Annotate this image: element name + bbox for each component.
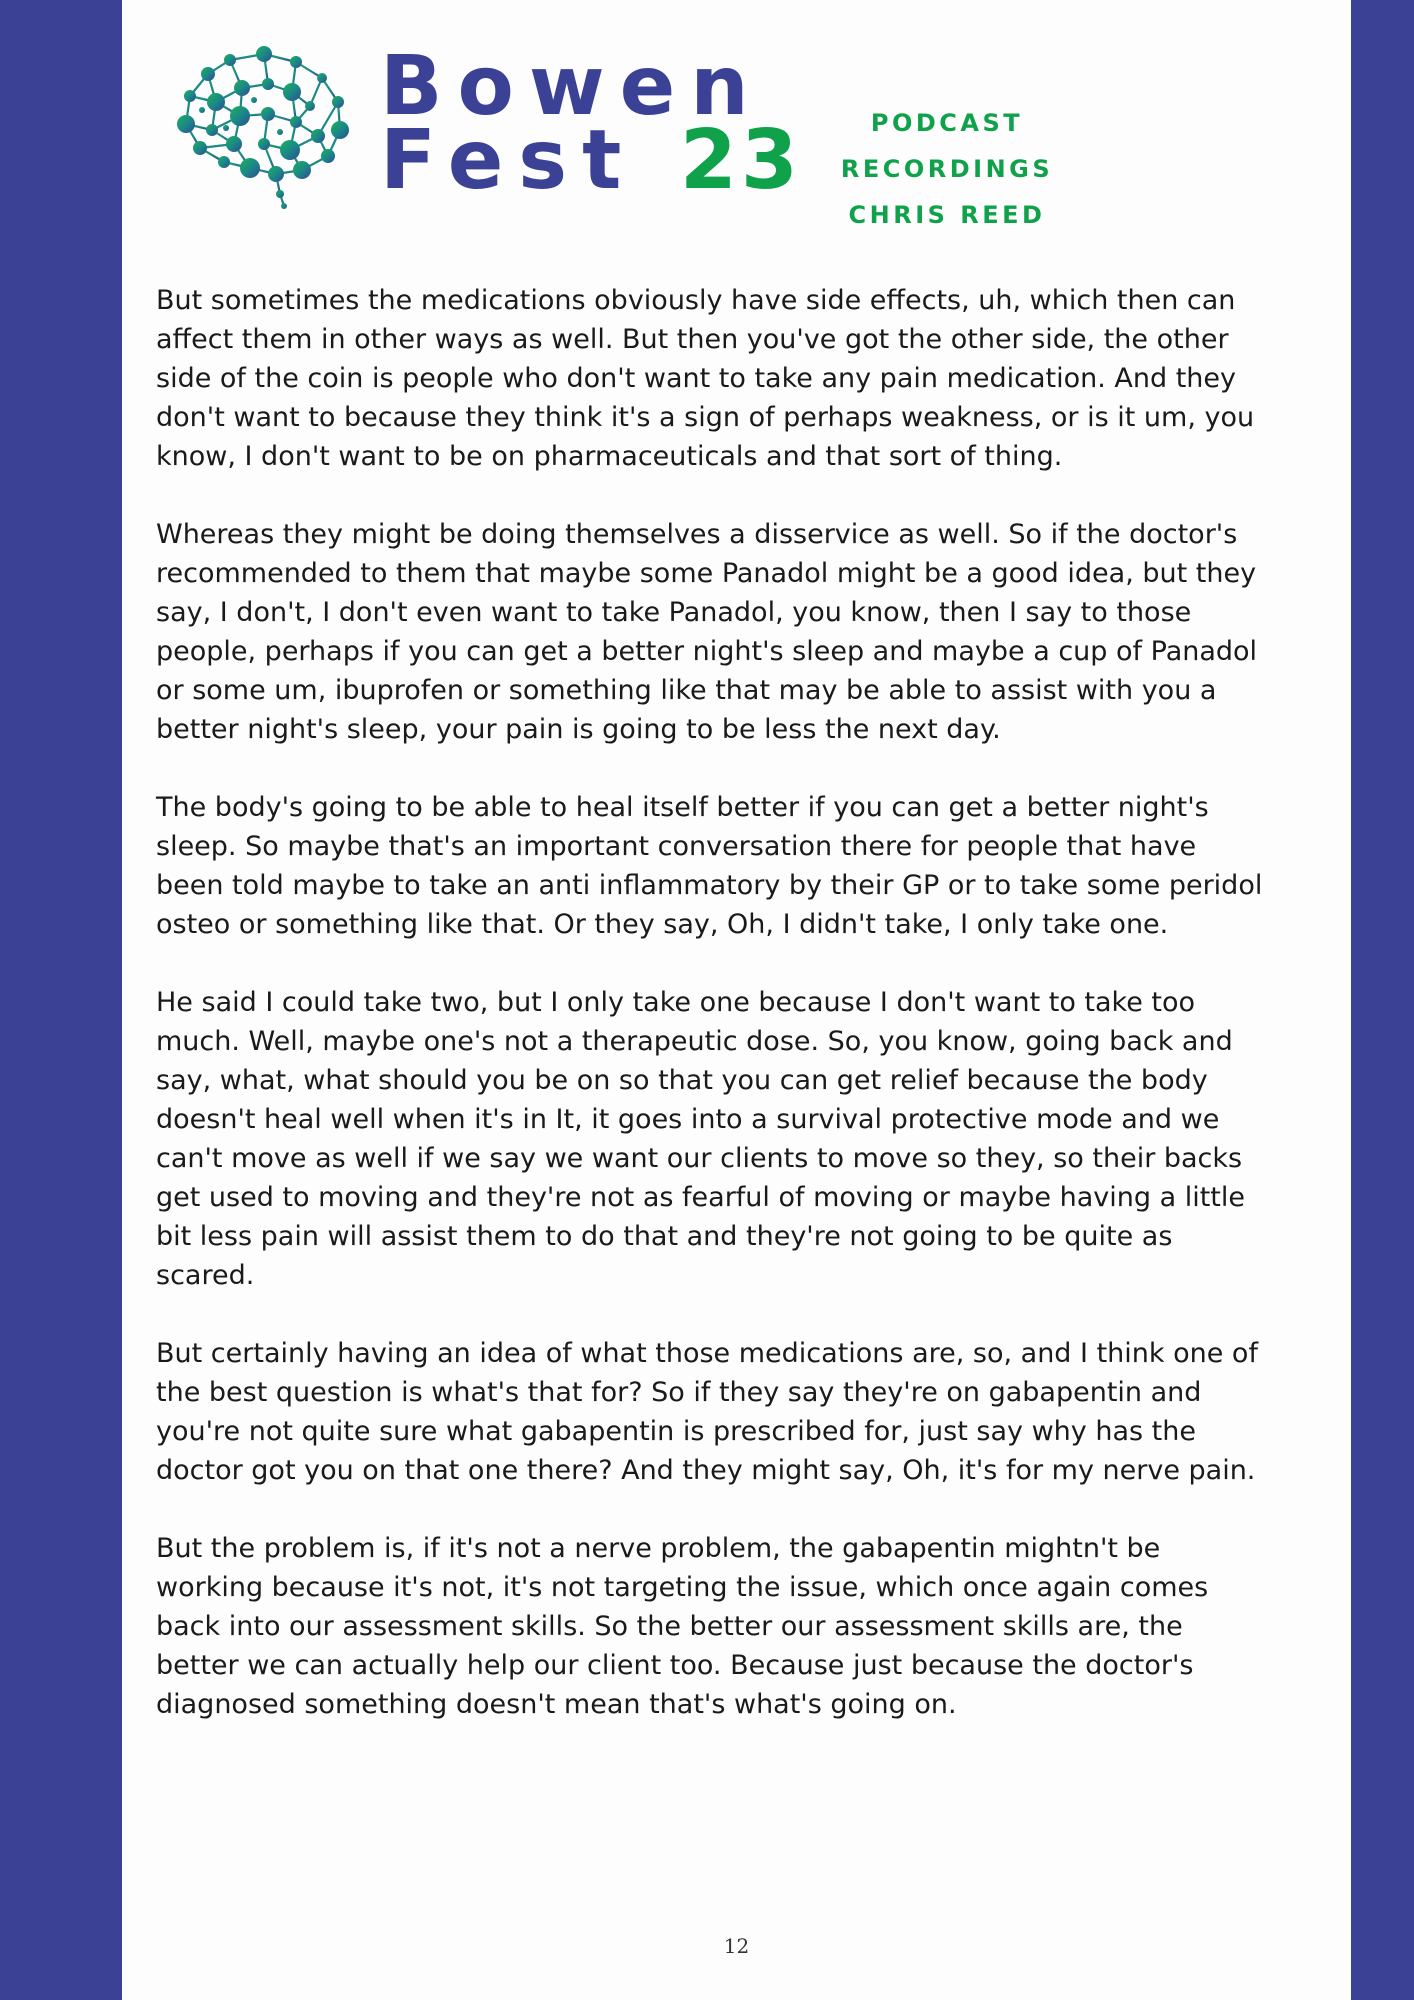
header-podcast-info	[762, 100, 1132, 238]
header-podcast-label: PODCAST RECORDINGS	[840, 109, 1054, 183]
transcript-paragraph: But the problem is, if it's not a nerve problem, the gabapentin mightn't be working because it's not, it's not targeting the issue, which once again comes back into our assessment skills. So the better our assessment skills are, the better we can actually help our client too. Because just because the doctor's diagnosed something doesn't mean that's what's going on.	[156, 1533, 1209, 1720]
document-page	[122, 0, 1351, 2000]
logo-line-fest	[380, 113, 802, 208]
transcript-paragraph: But certainly having an idea of what those medications are, so, and I think one of the best question is what's that for? So if they say they're on gabapentin and you're not quite sure what gabapentin is prescribed for, just say why has the doctor got you on that one there? And they might say, Oh, it's for my nerve pain.	[156, 1338, 1258, 1486]
transcript-paragraph: The body's going to be able to heal itself better if you can get a better night's sleep. So maybe that's an important conversation there for people that have been told maybe to take an anti inflammatory by their GP or to take some peridol osteo or something like that. Or they say, Oh, I didn't take, I only take one.	[156, 792, 1263, 940]
transcript-paragraph: He said I could take two, but I only take one because I don't want to take too much. Well, maybe one's not a therapeutic dose. So, you know, going back and say, what, what should you be on so that you can get relief because the body doesn't heal well when it's in It, it goes into a survival protective mode and we can't move as well if we say we want our clients to move so they, so their backs get used to moving and they're not as fearful of moving or maybe having a little bit less pain will assist them to do that and they're not going to be quite as scared.	[156, 987, 1245, 1291]
transcript-body	[156, 281, 1266, 1763]
transcript-paragraph: But sometimes the medications obviously have side effects, uh, which then can affect them in other ways as well. But then you've got the other side, the other side of the coin is people who don't want to take any pain medication. And they don't want to because they think it's a sign of perhaps weakness, or is it um, you know, I don't want to be on pharmaceuticals and that sort of thing.	[156, 285, 1255, 472]
page-number: 12	[723, 1934, 750, 1958]
header-speaker-name: CHRIS REED	[848, 201, 1046, 229]
bowen-fest-logo	[380, 39, 802, 208]
transcript-paragraph: Whereas they might be doing themselves a disservice as well. So if the doctor's recommended to them that maybe some Panadol might be a good idea, but they say, I don't, I don't even want to take Panadol, you know, then I say to those people, perhaps if you can get a better night's sleep and maybe a cup of Panadol or some um, ibuprofen or something like that may be able to assist with you a better night's sleep, your pain is going to be less the next day.	[156, 519, 1258, 745]
logo-number: 23	[679, 113, 802, 208]
logo-word-bowen: Bowen	[380, 39, 764, 134]
logo-word-fest: Fest	[380, 113, 637, 208]
page-header	[122, 0, 1351, 230]
brain-network-logo-icon	[172, 44, 372, 214]
